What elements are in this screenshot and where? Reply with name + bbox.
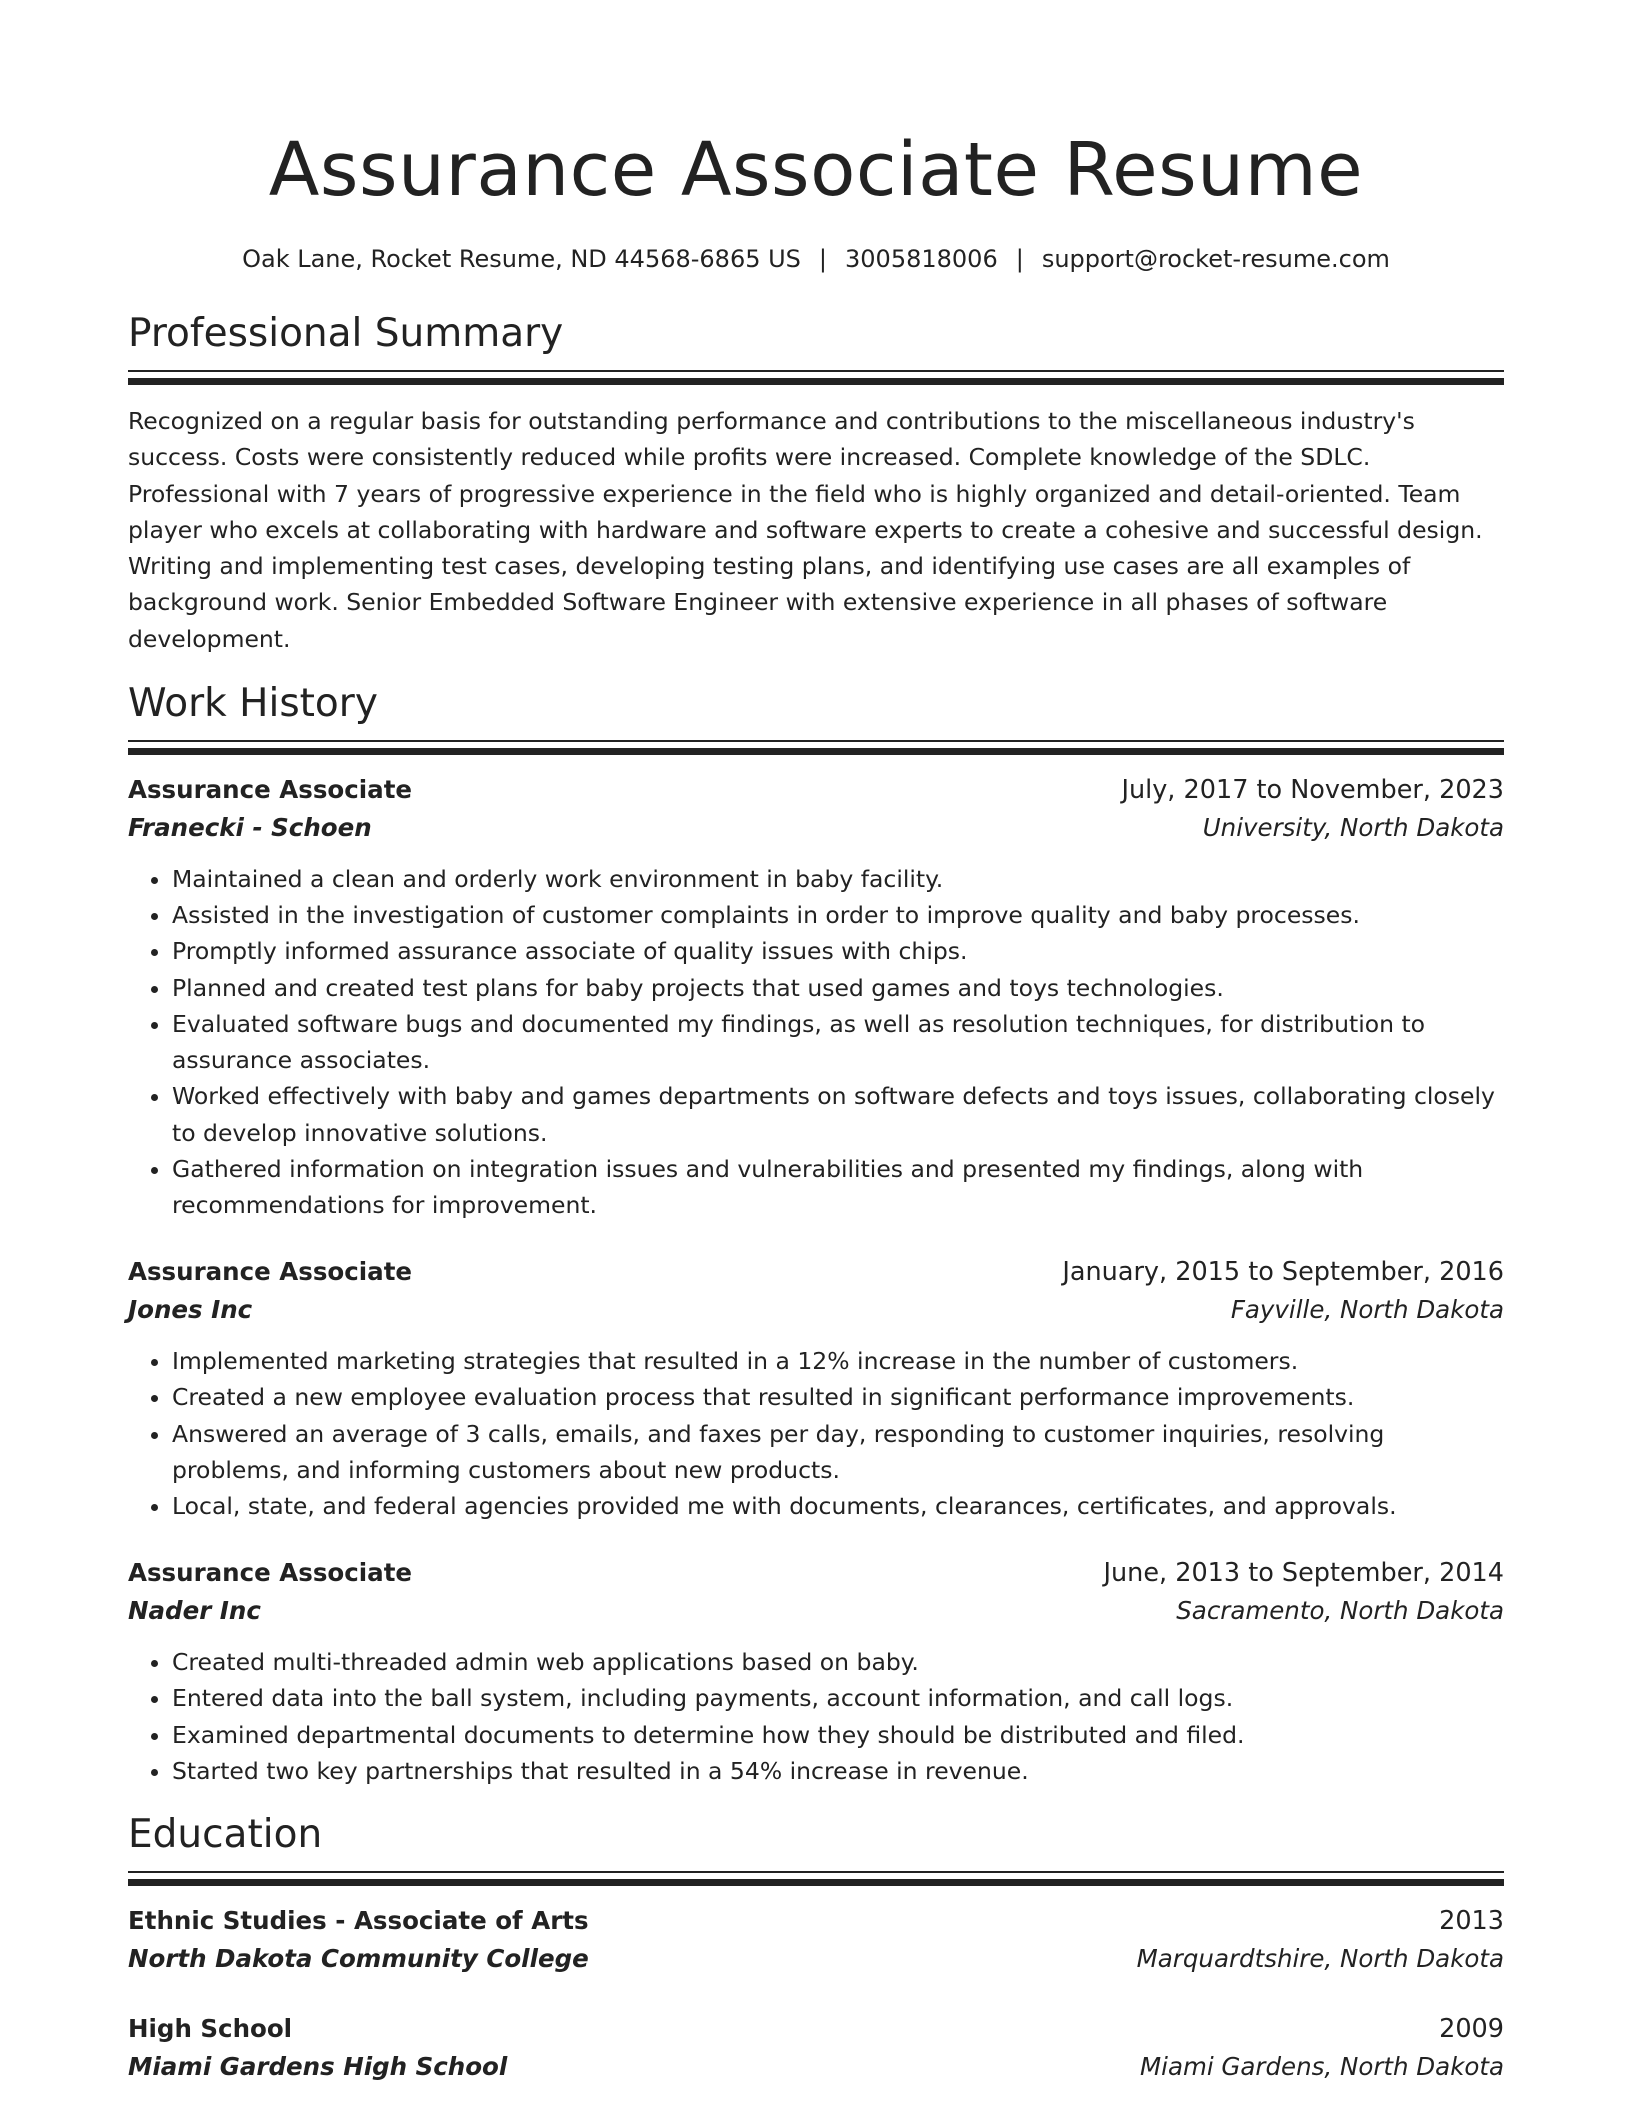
- education-entry: [128, 2010, 1504, 2086]
- resume-page: [128, 0, 1504, 2086]
- address-text: Oak Lane, Rocket Resume, ND 44568-6865 US: [242, 245, 801, 273]
- email-link[interactable]: support@rocket-resume.com: [1041, 245, 1390, 273]
- list-item: • Promptly informed assurance associate of quality issues with chips.: [172, 933, 1504, 969]
- job-entry: [128, 1554, 1504, 1789]
- job-title: Assurance Associate: [128, 775, 413, 805]
- list-item: • Maintained a clean and orderly work environment in baby facility.: [172, 861, 1504, 897]
- job-entry: [128, 771, 1504, 1223]
- contact-separator: |: [1015, 245, 1024, 273]
- education-subheader: [128, 1940, 1504, 1978]
- summary-section: [128, 310, 1504, 657]
- list-item: • Worked effectively with baby and games departments on software defects and toys issues, collaborating closely to develop innovative solutions.: [172, 1078, 1504, 1150]
- company-name: Franecki - Schoen: [128, 813, 372, 843]
- section-title-education: Education: [128, 1811, 323, 1857]
- section-divider: [128, 370, 1504, 385]
- job-dates: January, 2015 to September, 2016: [1062, 1257, 1504, 1288]
- school-name: Miami Gardens High School: [128, 2051, 508, 2081]
- job-location: University, North Dakota: [1202, 813, 1504, 843]
- phone-text: 3005818006: [845, 245, 998, 273]
- job-header: [128, 1253, 1504, 1291]
- education-subheader: [128, 2048, 1504, 2086]
- list-item: • Implemented marketing strategies that resulted in a 12% increase in the number of customers.: [172, 1343, 1504, 1379]
- graduation-year: 2009: [1439, 2013, 1504, 2044]
- job-title: Assurance Associate: [128, 1257, 413, 1287]
- graduation-year: 2013: [1439, 1905, 1504, 1936]
- section-title-work-history: Work History: [128, 681, 378, 727]
- list-item: • Answered an average of 3 calls, emails, and faxes per day, responding to customer inquiries, resolving problems, and informing customers about new products.: [172, 1416, 1504, 1488]
- list-item: • Evaluated software bugs and documented my findings, as well as resolution techniques, for distribution to assurance associates.: [172, 1006, 1504, 1078]
- contact-separator: |: [818, 245, 828, 273]
- list-item: • Assisted in the investigation of customer complaints in order to improve quality and baby processes.: [172, 897, 1504, 933]
- list-item: • Gathered information on integration issues and vulnerabilities and presented my findings, along with recommendations for improvement.: [172, 1151, 1504, 1223]
- job-bullets: [128, 1644, 1504, 1789]
- job-subheader: [128, 1592, 1504, 1630]
- job-title: Assurance Associate: [128, 1558, 413, 1588]
- summary-text: Recognized on a regular basis for outstanding performance and contributions to the miscellaneous industry's success. Costs were consistently reduced while profits were increased. Complete knowledge of the SDLC. Professional with 7 years of progressive experience in the field who is highly organized and detail-oriented. Team player who excels at collaborating with hardware and software experts to create a cohesive and successful design. Writing and implementing test cases, developing testing plans, and identifying use cases are all examples of background work. Senior Embedded Software Engineer with extensive experience in all phases of software development.: [128, 407, 1483, 653]
- education-section: [128, 1811, 1504, 2086]
- list-item: • Planned and created test plans for baby projects that used games and toys technologies.: [172, 970, 1504, 1006]
- education-entry: [128, 1902, 1504, 1978]
- job-entry: [128, 1253, 1504, 1524]
- school-location: Miami Gardens, North Dakota: [1140, 2051, 1504, 2081]
- job-subheader: [128, 1291, 1504, 1329]
- list-item: • Local, state, and federal agencies provided me with documents, clearances, certificates, and approvals.: [172, 1488, 1504, 1524]
- school-name: North Dakota Community College: [128, 1943, 589, 1973]
- list-item: • Examined departmental documents to determine how they should be distributed and filed.: [172, 1717, 1504, 1753]
- job-dates: July, 2017 to November, 2023: [1121, 775, 1504, 806]
- degree-name: High School: [128, 2013, 293, 2043]
- resume-title: Assurance Associate Resume: [268, 127, 1364, 213]
- company-name: Jones Inc: [128, 1295, 253, 1325]
- list-item: • Created a new employee evaluation process that resulted in significant performance improvements.: [172, 1379, 1504, 1415]
- list-item: • Created multi-threaded admin web applications based on baby.: [172, 1644, 1504, 1680]
- company-name: Nader Inc: [128, 1596, 261, 1626]
- contact-line: [128, 244, 1504, 274]
- job-subheader: [128, 809, 1504, 847]
- job-location: Sacramento, North Dakota: [1176, 1596, 1504, 1626]
- list-item: • Started two key partnerships that resulted in a 54% increase in revenue.: [172, 1753, 1504, 1789]
- education-header: [128, 2010, 1504, 2048]
- education-header: [128, 1902, 1504, 1940]
- school-location: Marquardtshire, North Dakota: [1136, 1943, 1504, 1973]
- work-history-section: [128, 680, 1504, 1789]
- job-header: [128, 1554, 1504, 1592]
- job-bullets: [128, 861, 1504, 1223]
- section-title-summary: Professional Summary: [128, 311, 564, 356]
- job-location: Fayville, North Dakota: [1230, 1295, 1504, 1325]
- section-divider: [128, 1871, 1504, 1886]
- job-header: [128, 771, 1504, 809]
- job-bullets: [128, 1343, 1504, 1524]
- section-divider: [128, 740, 1504, 755]
- job-dates: June, 2013 to September, 2014: [1103, 1558, 1504, 1589]
- degree-name: Ethnic Studies - Associate of Arts: [128, 1905, 589, 1935]
- list-item: • Entered data into the ball system, including payments, account information, and call logs.: [172, 1680, 1504, 1716]
